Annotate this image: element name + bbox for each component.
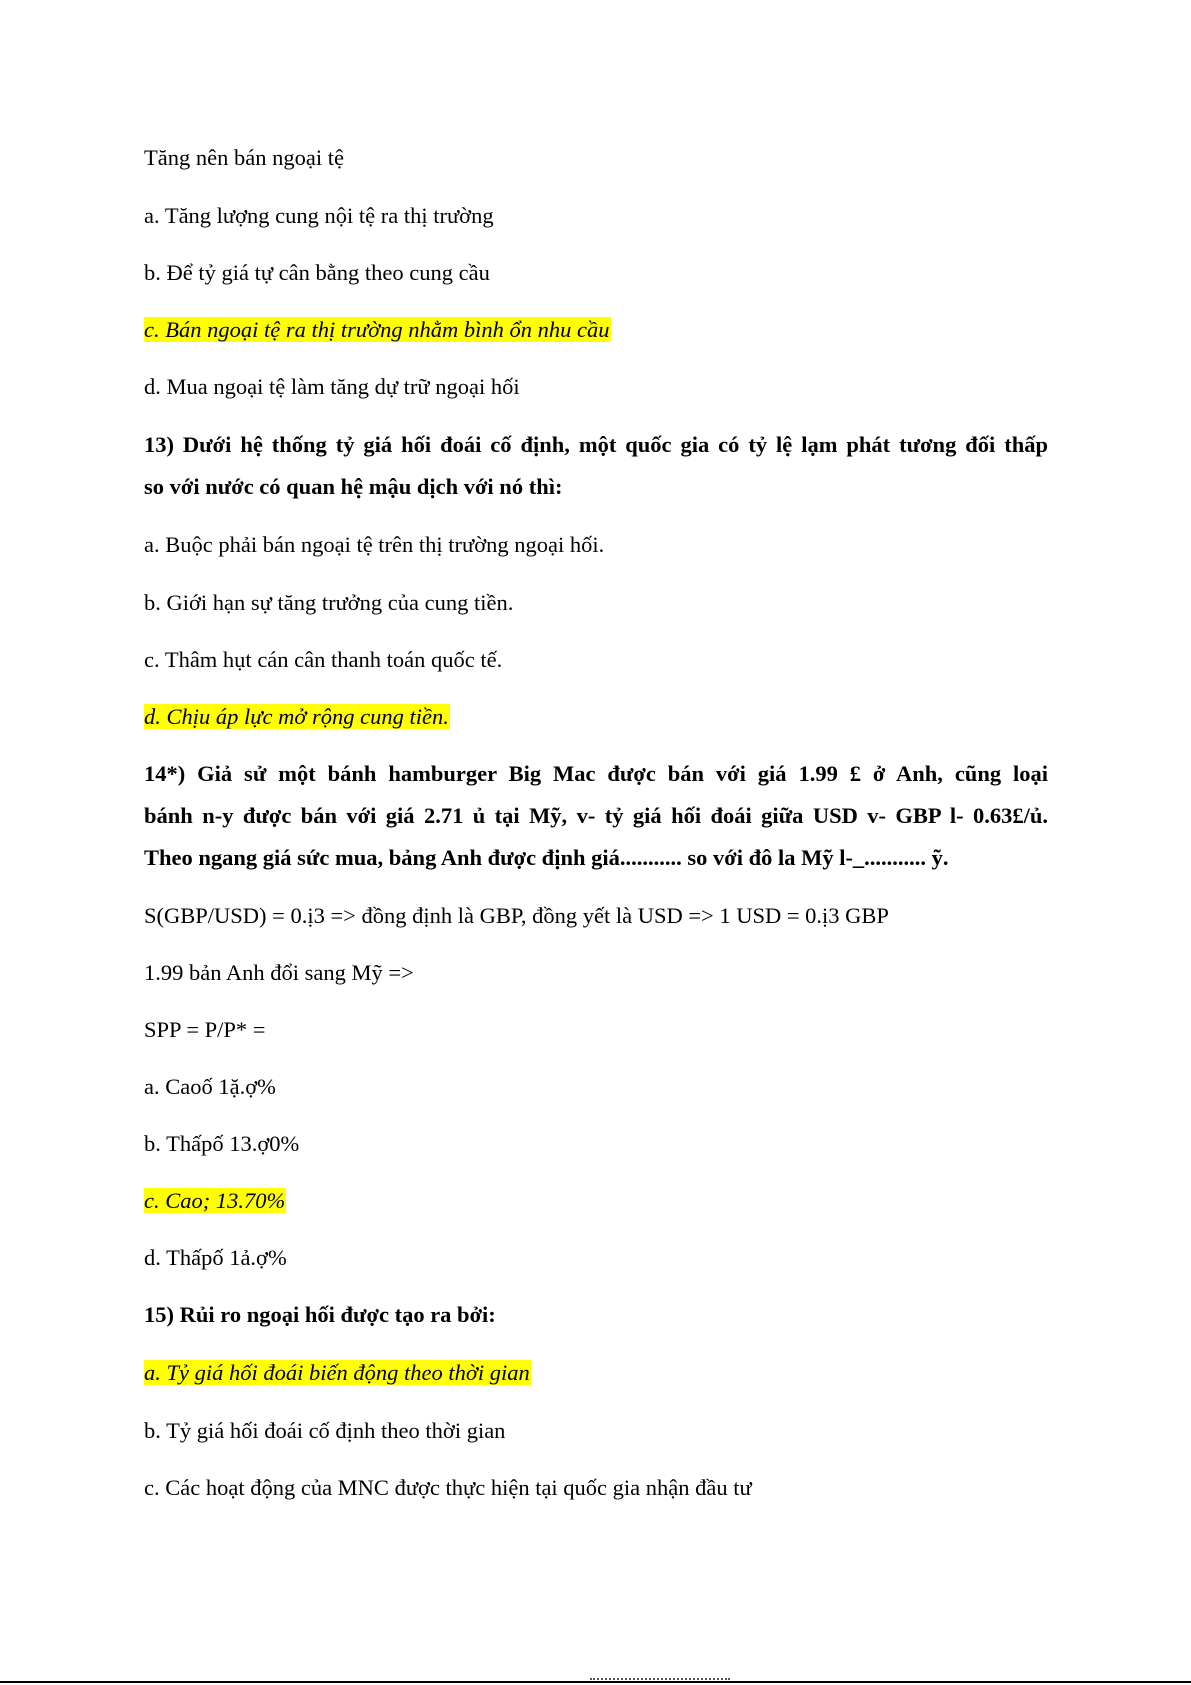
q15-question: 15) Rủi ro ngoại hối được tạo ra bởi: <box>144 1302 496 1327</box>
q14-option-a: a. Caoố 1ặ.ợ% <box>144 1074 276 1099</box>
q14-option-c-answer <box>144 1186 286 1216</box>
q13-option-d-answer <box>144 702 450 732</box>
q12-option-d: d. Mua ngoại tệ làm tăng dự trữ ngoại hối <box>144 374 520 399</box>
intro-line: Tăng nên bán ngoại tệ <box>144 145 344 170</box>
highlighted-answer: c. Bán ngoại tệ ra thị trường nhằm bình ổn nhu cầu <box>144 317 610 342</box>
highlighted-answer: a. Tỷ giá hối đoái biến động theo thời gian <box>144 1360 530 1385</box>
q14-note-2: 1.99 bản Anh đổi sang Mỹ => <box>144 960 414 985</box>
q13-question <box>144 424 1048 508</box>
q13-question-line-1: 13) Dưới hệ thống tỷ giá hối đoái cố định, một quốc gia có tỷ lệ lạm phát tương đối thấp <box>144 432 1048 457</box>
q14-question <box>144 753 1048 879</box>
q13-question-line-2: so với nước có quan hệ mậu dịch với nó thì: <box>144 474 563 499</box>
q14-question-line-1: 14*) Giả sử một bánh hamburger Big Mac được bán với giá 1.99 £ ở Anh, cũng loại <box>144 761 1048 786</box>
highlighted-answer: d. Chịu áp lực mở rộng cung tiền. <box>144 704 449 729</box>
q14-question-line-2: bánh n-y được bán với giá 2.71 ủ tại Mỹ, v- tỷ giá hối đoái giữa USD v- GBP l- 0.63£/ủ. <box>144 803 1048 828</box>
q14-note-3: SPP = P/P* = <box>144 1017 266 1042</box>
q14-option-b: b. Thấpố 13.ợ0% <box>144 1131 300 1156</box>
q15-option-a-answer <box>144 1358 531 1388</box>
highlighted-answer: c. Cao; 13.70% <box>144 1188 286 1213</box>
q13-option-a: a. Buộc phải bán ngoại tệ trên thị trường ngoại hối. <box>144 532 605 557</box>
q13-option-b: b. Giới hạn sự tăng trưởng của cung tiền. <box>144 590 514 615</box>
q14-note-1: S(GBP/USD) = 0.ị3 => đồng định là GBP, đồng yết là USD => 1 USD = 0.ị3 GBP <box>144 903 889 928</box>
q13-option-c: c. Thâm hụt cán cân thanh toán quốc tế. <box>144 647 503 672</box>
q14-option-d: d. Thấpố 1ả.ợ% <box>144 1245 287 1270</box>
q14-question-line-3: Theo ngang giá sức mua, bảng Anh được định giá........... so với đô la Mỹ l-_........... ỹ. <box>144 845 949 870</box>
q15-option-c: c. Các hoạt động của MNC được thực hiện tại quốc gia nhận đầu tư <box>144 1475 752 1500</box>
q15-option-b: b. Tỷ giá hối đoái cố định theo thời gian <box>144 1418 506 1443</box>
q12-option-a: a. Tăng lượng cung nội tệ ra thị trường <box>144 203 494 228</box>
q12-option-c-answer <box>144 315 611 345</box>
page-bottom-rule <box>0 1681 1191 1683</box>
q12-option-b: b. Để tỷ giá tự cân bằng theo cung cầu <box>144 260 490 285</box>
